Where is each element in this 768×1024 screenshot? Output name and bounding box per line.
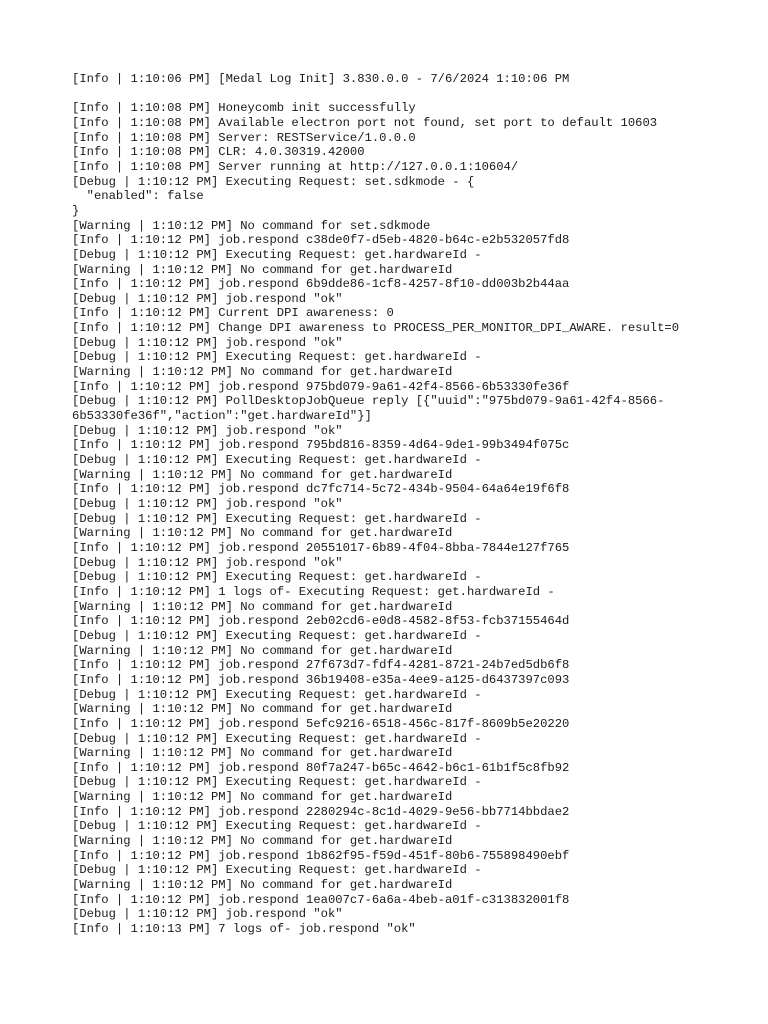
log-line: [Debug | 1:10:12 PM] Executing Request: get.hardwareId -	[72, 453, 482, 468]
log-line: [Warning | 1:10:12 PM] No command for get.hardwareId	[72, 467, 453, 482]
log-line: [Info | 1:10:12 PM] job.respond 2eb02cd6-e0d8-4582-8f53-fcb37155464d	[72, 614, 570, 629]
log-line: [Warning | 1:10:12 PM] No command for get.hardwareId	[72, 599, 453, 614]
log-line: [Info | 1:10:08 PM] Honeycomb init successfully	[72, 101, 416, 116]
log-line: [Info | 1:10:12 PM] job.respond 1ea007c7-6a6a-4beb-a01f-c313832001f8	[72, 892, 570, 907]
log-document	[72, 72, 712, 937]
log-line: [Info | 1:10:12 PM] job.respond 975bd079-9a61-42f4-8566-6b53330fe36f	[72, 379, 570, 394]
log-line: [Warning | 1:10:12 PM] No command for get.hardwareId	[72, 834, 453, 849]
log-line: [Debug | 1:10:12 PM] job.respond "ok"	[72, 907, 343, 922]
log-line: [Debug | 1:10:12 PM] Executing Request: get.hardwareId -	[72, 863, 482, 878]
log-line: [Debug | 1:10:12 PM] job.respond "ok"	[72, 335, 343, 350]
log-line: [Info | 1:10:12 PM] job.respond 5efc9216-6518-456c-817f-8609b5e20220	[72, 716, 570, 731]
log-line: [Info | 1:10:12 PM] job.respond dc7fc714-5c72-434b-9504-64a64e19f6f8	[72, 482, 570, 497]
log-line: [Warning | 1:10:12 PM] No command for get.hardwareId	[72, 643, 453, 658]
log-line: [Debug | 1:10:12 PM] Executing Request: get.hardwareId -	[72, 350, 482, 365]
log-line: [Debug | 1:10:12 PM] job.respond "ok"	[72, 291, 343, 306]
log-line: [Debug | 1:10:12 PM] Executing Request: get.hardwareId -	[72, 570, 482, 585]
log-line: [Info | 1:10:12 PM] Change DPI awareness to PROCESS_PER_MONITOR_DPI_AWARE. result=0	[72, 321, 680, 336]
log-line: [Info | 1:10:12 PM] job.respond 1b862f95-f59d-451f-80b6-755898490ebf	[72, 848, 570, 863]
log-line: [Debug | 1:10:12 PM] Executing Request: set.sdkmode - {	[72, 174, 475, 189]
log-line: [Warning | 1:10:12 PM] No command for get.hardwareId	[72, 262, 453, 277]
log-line: [Info | 1:10:12 PM] job.respond 20551017-6b89-4f04-8bba-7844e127f765	[72, 540, 570, 555]
log-blank-line	[72, 87, 712, 102]
log-line: [Warning | 1:10:12 PM] No command for set.sdkmode	[72, 218, 431, 233]
log-line: [Debug | 1:10:12 PM] PollDesktopJobQueue reply [{"uuid":"975bd079-9a61-42f4-8566-	[72, 394, 665, 409]
log-line: [Info | 1:10:08 PM] Server: RESTService/1.0.0.0	[72, 130, 416, 145]
log-line: [Info | 1:10:08 PM] Available electron port not found, set port to default 10603	[72, 115, 658, 130]
log-line: [Info | 1:10:12 PM] 1 logs of- Executing Request: get.hardwareId -	[72, 584, 555, 599]
log-line: [Debug | 1:10:12 PM] Executing Request: get.hardwareId -	[72, 775, 482, 790]
log-line: [Warning | 1:10:12 PM] No command for get.hardwareId	[72, 790, 453, 805]
log-line: [Info | 1:10:12 PM] job.respond 795bd816-8359-4d64-9de1-99b3494f075c	[72, 438, 570, 453]
log-line: [Warning | 1:10:12 PM] No command for get.hardwareId	[72, 878, 453, 893]
log-line: [Debug | 1:10:12 PM] Executing Request: get.hardwareId -	[72, 731, 482, 746]
log-line: [Debug | 1:10:12 PM] Executing Request: get.hardwareId -	[72, 819, 482, 834]
log-line: [Info | 1:10:12 PM] job.respond 36b19408-e35a-4ee9-a125-d6437397c093	[72, 672, 570, 687]
log-line: [Info | 1:10:12 PM] job.respond 6b9dde86-1cf8-4257-8f10-dd003b2b44aa	[72, 277, 570, 292]
log-line: [Info | 1:10:08 PM] Server running at http://127.0.0.1:10604/	[72, 159, 519, 174]
log-line: [Info | 1:10:12 PM] job.respond 2280294c-8c1d-4029-9e56-bb7714bbdae2	[72, 804, 570, 819]
log-line: [Info | 1:10:12 PM] job.respond 80f7a247-b65c-4642-b6c1-61b1f5c8fb92	[72, 760, 570, 775]
log-line: [Info | 1:10:08 PM] CLR: 4.0.30319.42000	[72, 145, 365, 160]
log-line: "enabled": false	[72, 189, 204, 204]
log-line: [Warning | 1:10:12 PM] No command for get.hardwareId	[72, 746, 453, 761]
log-line: [Debug | 1:10:12 PM] job.respond "ok"	[72, 497, 343, 512]
log-line: }	[72, 203, 80, 218]
log-line: [Warning | 1:10:12 PM] No command for get.hardwareId	[72, 526, 453, 541]
log-line: [Warning | 1:10:12 PM] No command for get.hardwareId	[72, 365, 453, 380]
log-line: [Info | 1:10:12 PM] job.respond 27f673d7-fdf4-4281-8721-24b7ed5db6f8	[72, 658, 570, 673]
log-line: [Debug | 1:10:12 PM] Executing Request: get.hardwareId -	[72, 628, 482, 643]
log-line: [Info | 1:10:13 PM] 7 logs of- job.respond "ok"	[72, 922, 416, 937]
log-line: [Info | 1:10:12 PM] job.respond c38de0f7-d5eb-4820-b64c-e2b532057fd8	[72, 233, 570, 248]
log-line: [Warning | 1:10:12 PM] No command for get.hardwareId	[72, 702, 453, 717]
log-line: [Debug | 1:10:12 PM] Executing Request: get.hardwareId -	[72, 511, 482, 526]
log-line: 6b53330fe36f","action":"get.hardwareId"}]	[72, 409, 372, 424]
log-line: [Info | 1:10:06 PM] [Medal Log Init] 3.830.0.0 - 7/6/2024 1:10:06 PM	[72, 72, 570, 86]
log-line: [Debug | 1:10:12 PM] job.respond "ok"	[72, 423, 343, 438]
log-line: [Debug | 1:10:12 PM] Executing Request: get.hardwareId -	[72, 247, 482, 262]
log-line: [Info | 1:10:12 PM] Current DPI awareness: 0	[72, 306, 394, 321]
log-line: [Debug | 1:10:12 PM] Executing Request: get.hardwareId -	[72, 687, 482, 702]
log-line: [Debug | 1:10:12 PM] job.respond "ok"	[72, 555, 343, 570]
